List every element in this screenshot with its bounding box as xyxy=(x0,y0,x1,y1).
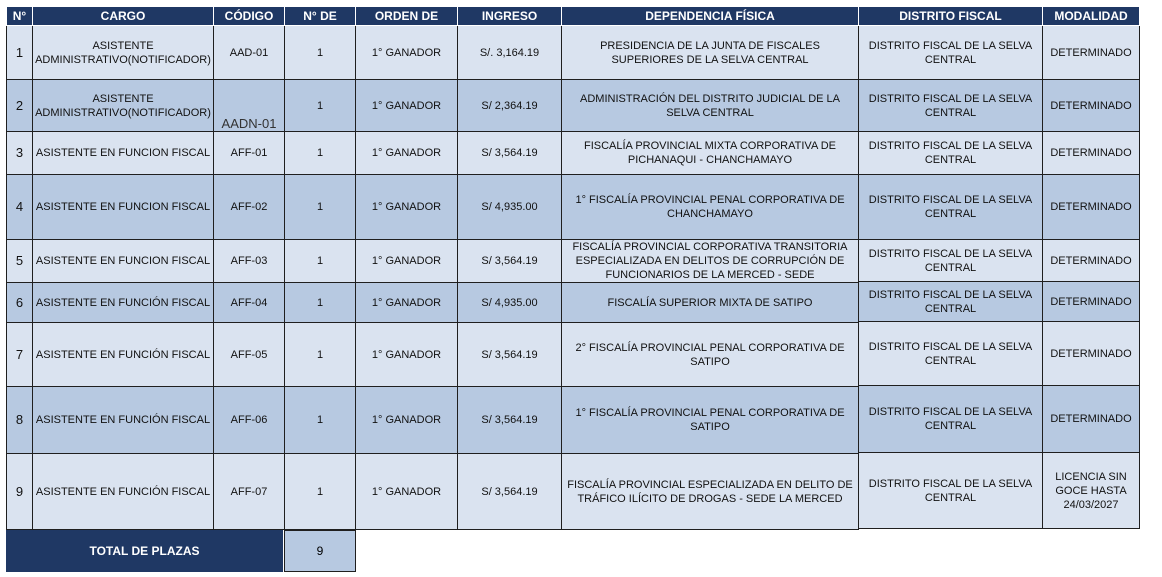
cell-plazas: 1 xyxy=(285,240,356,283)
cell-codigo: AFF-06 xyxy=(214,387,285,454)
header-ingreso: INGRESO xyxy=(458,7,562,26)
cell-ingreso: S/ 4,935.00 xyxy=(458,283,562,323)
cell-n: 6 xyxy=(7,283,33,323)
header-row xyxy=(7,7,859,26)
cell-plazas: 1 xyxy=(285,175,356,240)
cell-orden: 1° GANADOR xyxy=(356,283,458,323)
table-row xyxy=(859,322,1140,386)
table-row xyxy=(859,386,1140,453)
cell-dependencia: FISCALÍA PROVINCIAL MIXTA CORPORATIVA DE PICHANAQUI - CHANCHAMAYO xyxy=(562,132,859,175)
cell-modalidad: DETERMINADO xyxy=(1043,80,1140,132)
table-row xyxy=(859,26,1140,80)
table-row xyxy=(7,175,859,240)
cell-distrito: DISTRITO FISCAL DE LA SELVA CENTRAL xyxy=(859,453,1043,529)
header-cargo: CARGO xyxy=(33,7,214,26)
cell-ingreso: S/ 3,564.19 xyxy=(458,323,562,387)
table-row xyxy=(7,323,859,387)
cell-modalidad: DETERMINADO xyxy=(1043,386,1140,453)
table-row xyxy=(859,282,1140,322)
cell-cargo: ASISTENTE EN FUNCION FISCAL xyxy=(33,175,214,240)
cell-orden: 1° GANADOR xyxy=(356,454,458,530)
table-row xyxy=(7,387,859,454)
cell-plazas: 1 xyxy=(285,323,356,387)
total-plazas-label: TOTAL DE PLAZAS xyxy=(6,530,283,572)
cell-plazas: 1 xyxy=(285,132,356,175)
cell-orden: 1° GANADOR xyxy=(356,387,458,454)
total-plazas-value: 9 xyxy=(284,530,356,572)
cell-ingreso: S/. 3,164.19 xyxy=(458,26,562,80)
cell-ingreso: S/ 3,564.19 xyxy=(458,387,562,454)
table-row xyxy=(7,132,859,175)
cell-ingreso: S/ 2,364.19 xyxy=(458,80,562,132)
cell-cargo: ASISTENTE ADMINISTRATIVO(NOTIFICADOR) xyxy=(33,80,214,132)
cell-ingreso: S/ 3,564.19 xyxy=(458,240,562,283)
cell-distrito: DISTRITO FISCAL DE LA SELVA CENTRAL xyxy=(859,26,1043,80)
cell-ingreso: S/ 4,935.00 xyxy=(458,175,562,240)
cell-codigo: AFF-07 xyxy=(214,454,285,530)
cell-modalidad: DETERMINADO xyxy=(1043,132,1140,175)
header-modalidad: MODALIDAD xyxy=(1043,7,1140,26)
cell-distrito: DISTRITO FISCAL DE LA SELVA CENTRAL xyxy=(859,132,1043,175)
cell-modalidad: LICENCIA SIN GOCE HASTA 24/03/2027 xyxy=(1043,453,1140,529)
cell-modalidad: DETERMINADO xyxy=(1043,322,1140,386)
table-row xyxy=(7,240,859,283)
cell-plazas: 1 xyxy=(285,454,356,530)
cell-distrito: DISTRITO FISCAL DE LA SELVA CENTRAL xyxy=(859,386,1043,453)
table-row xyxy=(7,26,859,80)
cell-modalidad: DETERMINADO xyxy=(1043,282,1140,322)
cell-n: 9 xyxy=(7,454,33,530)
cell-cargo: ASISTENTE ADMINISTRATIVO(NOTIFICADOR) xyxy=(33,26,214,80)
header-dependencia: DEPENDENCIA FÍSICA xyxy=(562,7,859,26)
cell-orden: 1° GANADOR xyxy=(356,26,458,80)
cell-cargo: ASISTENTE EN FUNCIÓN FISCAL xyxy=(33,283,214,323)
table-row xyxy=(7,454,859,530)
header-orden: ORDEN DE xyxy=(356,7,458,26)
cell-modalidad: DETERMINADO xyxy=(1043,240,1140,282)
cell-codigo: AFF-04 xyxy=(214,283,285,323)
table-row xyxy=(859,132,1140,175)
cell-modalidad: DETERMINADO xyxy=(1043,175,1140,240)
cell-dependencia: 1° FISCALÍA PROVINCIAL PENAL CORPORATIVA DE SATIPO xyxy=(562,387,859,454)
table-row xyxy=(859,453,1140,529)
cell-codigo: AFF-02 xyxy=(214,175,285,240)
cell-plazas: 1 xyxy=(285,283,356,323)
cell-distrito: DISTRITO FISCAL DE LA SELVA CENTRAL xyxy=(859,175,1043,240)
cell-cargo: ASISTENTE EN FUNCION FISCAL xyxy=(33,132,214,175)
cell-ingreso: S/ 3,564.19 xyxy=(458,454,562,530)
table-row xyxy=(859,80,1140,132)
cell-modalidad: DETERMINADO xyxy=(1043,26,1140,80)
cell-orden: 1° GANADOR xyxy=(356,132,458,175)
header-distrito: DISTRITO FISCAL xyxy=(859,7,1043,26)
cell-cargo: ASISTENTE EN FUNCION FISCAL xyxy=(33,240,214,283)
cell-orden: 1° GANADOR xyxy=(356,240,458,283)
cell-orden: 1° GANADOR xyxy=(356,323,458,387)
table-row xyxy=(859,240,1140,282)
cell-codigo: AAD-01 xyxy=(214,26,285,80)
cell-n: 8 xyxy=(7,387,33,454)
cell-distrito: DISTRITO FISCAL DE LA SELVA CENTRAL xyxy=(859,322,1043,386)
table-row xyxy=(7,283,859,323)
cell-cargo: ASISTENTE EN FUNCIÓN FISCAL xyxy=(33,387,214,454)
cell-n: 3 xyxy=(7,132,33,175)
cell-distrito: DISTRITO FISCAL DE LA SELVA CENTRAL xyxy=(859,240,1043,282)
cell-n: 1 xyxy=(7,26,33,80)
cell-codigo: AFF-01 xyxy=(214,132,285,175)
cell-plazas: 1 xyxy=(285,80,356,132)
cell-distrito: DISTRITO FISCAL DE LA SELVA CENTRAL xyxy=(859,80,1043,132)
table-row xyxy=(859,175,1140,240)
header-row xyxy=(859,7,1140,26)
cell-dependencia: FISCALÍA PROVINCIAL CORPORATIVA TRANSITORIA ESPECIALIZADA EN DELITOS DE CORRUPCIÓN DE FUNCIONARIOS DE LA MERCED - SEDE xyxy=(562,240,859,283)
cell-codigo: AFF-05 xyxy=(214,323,285,387)
cell-n: 5 xyxy=(7,240,33,283)
cell-dependencia: PRESIDENCIA DE LA JUNTA DE FISCALES SUPERIORES DE LA SELVA CENTRAL xyxy=(562,26,859,80)
cell-codigo: AADN-01 xyxy=(214,80,285,132)
cell-dependencia: 2° FISCALÍA PROVINCIAL PENAL CORPORATIVA DE SATIPO xyxy=(562,323,859,387)
cell-n: 4 xyxy=(7,175,33,240)
header-codigo: CÓDIGO xyxy=(214,7,285,26)
vacancy-table-right xyxy=(858,6,1140,529)
cell-codigo: AFF-03 xyxy=(214,240,285,283)
cell-ingreso: S/ 3,564.19 xyxy=(458,132,562,175)
header-n: N° xyxy=(7,7,33,26)
cell-plazas: 1 xyxy=(285,387,356,454)
cell-dependencia: 1° FISCALÍA PROVINCIAL PENAL CORPORATIVA DE CHANCHAMAYO xyxy=(562,175,859,240)
cell-dependencia: ADMINISTRACIÓN DEL DISTRITO JUDICIAL DE LA SELVA CENTRAL xyxy=(562,80,859,132)
cell-n: 2 xyxy=(7,80,33,132)
cell-dependencia: FISCALÍA PROVINCIAL ESPECIALIZADA EN DELITO DE TRÁFICO ILÍCITO DE DROGAS - SEDE LA MERCED xyxy=(562,454,859,530)
cell-distrito: DISTRITO FISCAL DE LA SELVA CENTRAL xyxy=(859,282,1043,322)
cell-n: 7 xyxy=(7,323,33,387)
table-row xyxy=(7,80,859,132)
cell-dependencia: FISCALÍA SUPERIOR MIXTA DE SATIPO xyxy=(562,283,859,323)
cell-orden: 1° GANADOR xyxy=(356,80,458,132)
cell-orden: 1° GANADOR xyxy=(356,175,458,240)
cell-plazas: 1 xyxy=(285,26,356,80)
vacancy-table xyxy=(6,6,859,530)
header-plazas: N° DE xyxy=(285,7,356,26)
cell-cargo: ASISTENTE EN FUNCIÓN FISCAL xyxy=(33,323,214,387)
cell-cargo: ASISTENTE EN FUNCIÓN FISCAL xyxy=(33,454,214,530)
